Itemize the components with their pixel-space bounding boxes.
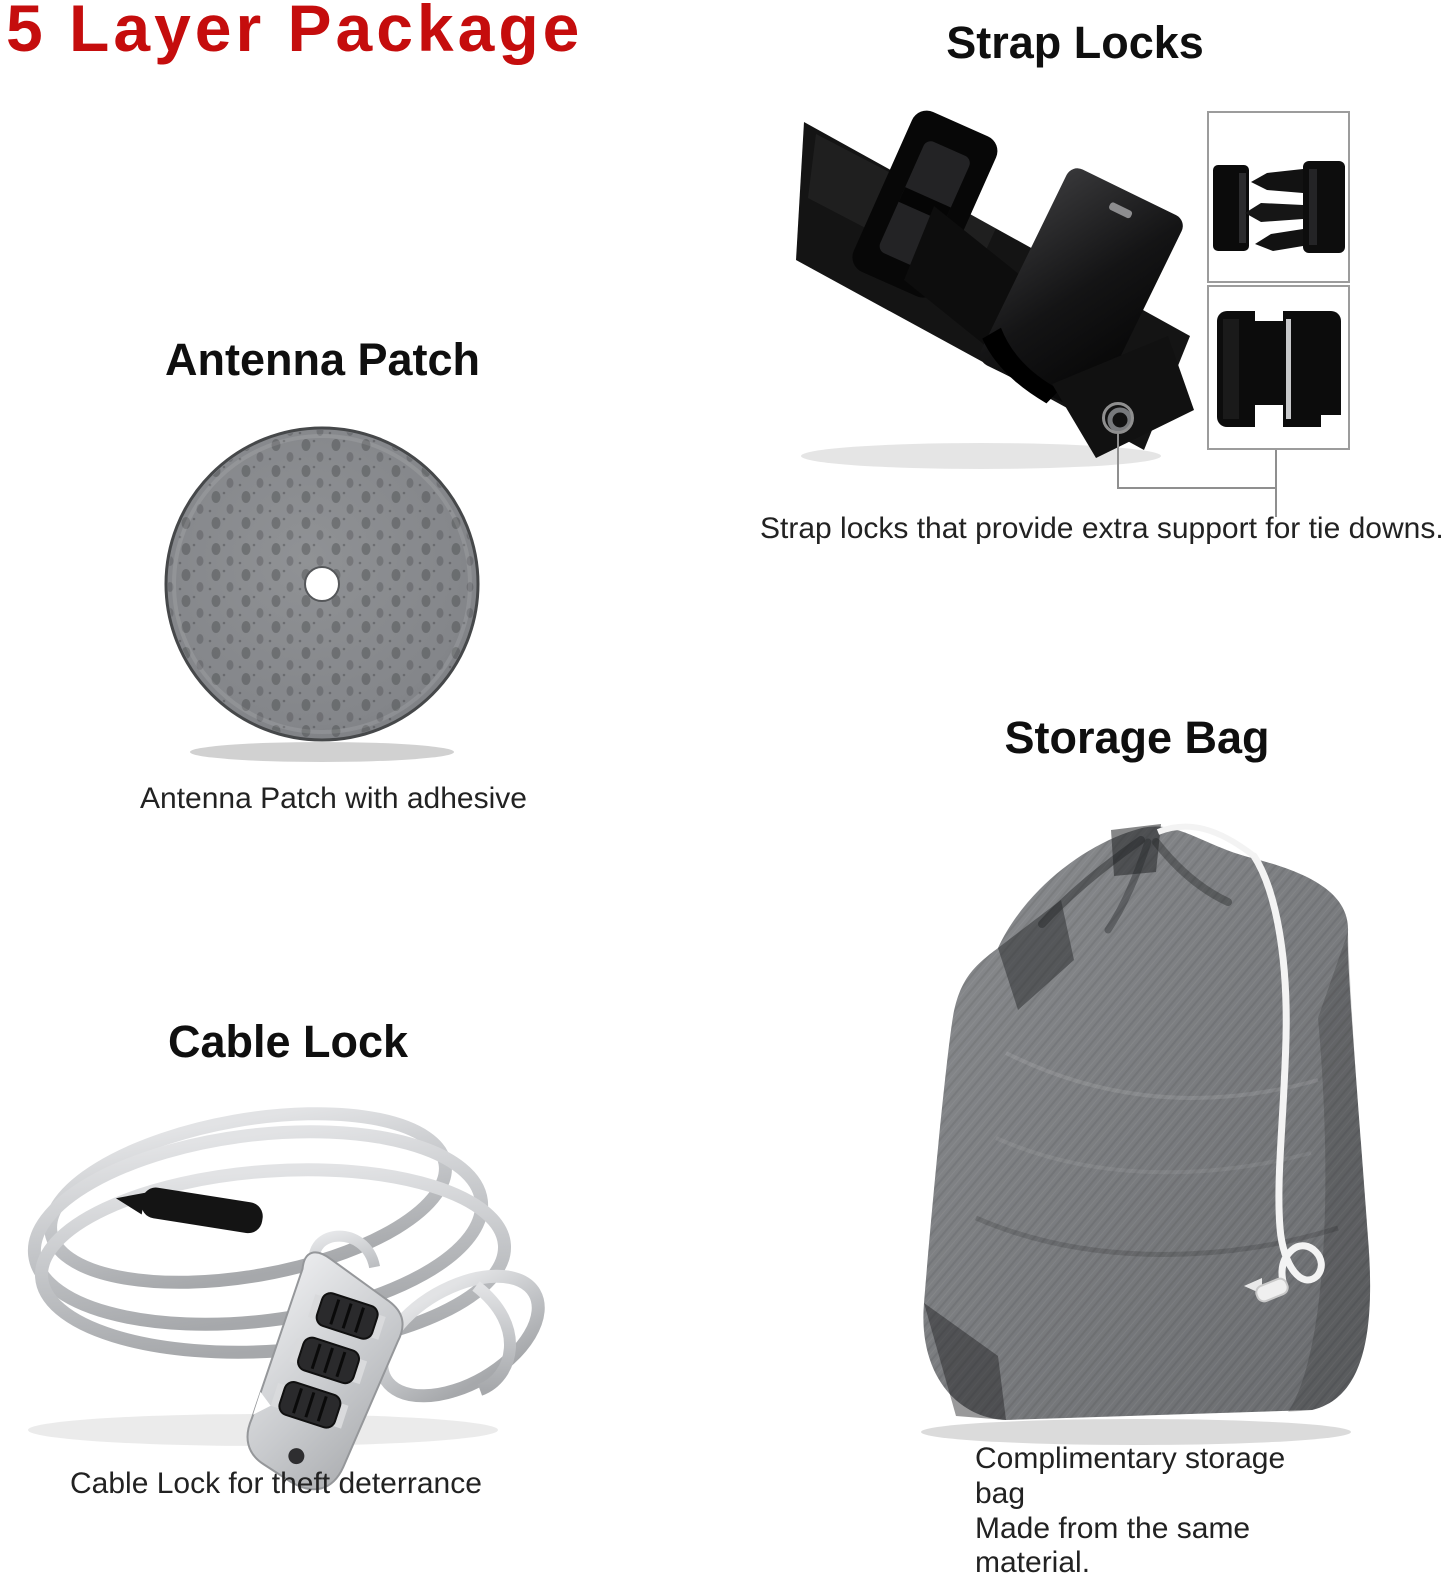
page-title: 5 Layer Package — [6, 0, 584, 65]
antenna-patch-caption: Antenna Patch with adhesive — [140, 782, 527, 815]
strap-locks-heading: Strap Locks — [946, 17, 1204, 68]
storage-bag-caption — [975, 1442, 1335, 1581]
callout-line-vertical-right — [1275, 450, 1277, 517]
storage-bag-caption-line2: Made from the same material. — [975, 1511, 1251, 1580]
storage-bag-heading: Storage Bag — [1004, 712, 1270, 763]
storage-bag-caption-line1: Complimentary storage bag — [975, 1442, 1286, 1510]
antenna-patch-heading: Antenna Patch — [164, 334, 481, 385]
buckle-closed-inset-photo — [1207, 285, 1350, 450]
callout-line-horizontal — [1117, 487, 1277, 489]
buckle-open-inset-photo — [1207, 111, 1350, 283]
cable-lock-heading: Cable Lock — [167, 1016, 409, 1067]
antenna-patch-photo — [148, 412, 496, 767]
cable-lock-caption: Cable Lock for theft deterrance — [70, 1467, 482, 1500]
storage-bag-photo — [856, 798, 1394, 1450]
callout-line-vertical-left — [1117, 433, 1119, 488]
strap-locks-caption: Strap locks that provide extra support for tie downs. — [760, 512, 1444, 545]
callout-circle — [1102, 402, 1134, 434]
cable-lock-photo — [8, 1078, 574, 1478]
buckle-closed-illustration — [1209, 287, 1348, 448]
buckle-open-illustration — [1209, 113, 1348, 281]
